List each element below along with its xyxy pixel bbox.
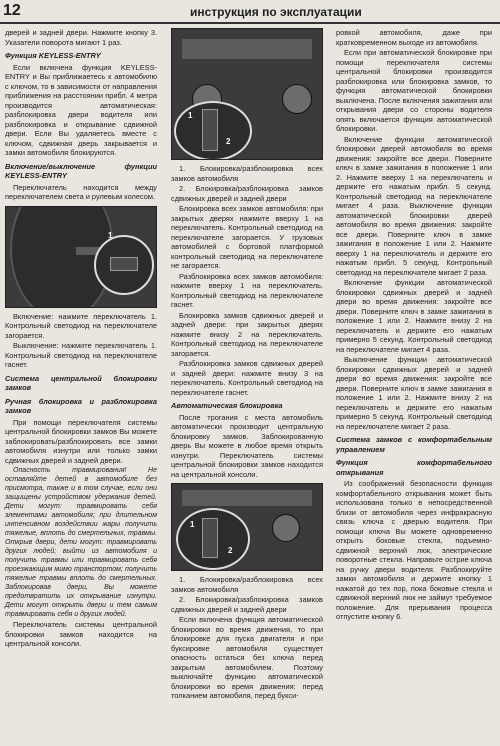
unlock-sliding-text: Разблокировка замков сдвижных дверей и задней двери: нажмите внизу 3 на переключатель. Контрольный светодиод на переключателе гаснет. [171, 359, 323, 397]
figure-label: 2 [226, 137, 231, 146]
keyless-off-text: Выключение: нажмите переключатель 1. Контрольный светодиод на переключателе гаснет. [5, 341, 157, 369]
keyless-text: Если включена функция KEYLESS-ENTRY и Вы приближаетесь к автомобилю с ключом, то в зависимости от направления приближения на расстоянии прибл. 4 метра производится автоматическая: разблокировка двери водителя или разблокировка и открывание сдвижной двери. Если Вы удаляетесь вместе с ключом, сдвижная дверь закрывается и замки автомобиля блокируются. [5, 62, 157, 157]
heading-keyless: Функция KEYLESS-ENTRY [5, 51, 101, 60]
lock-sliding-text: Блокировка замков сдвижных дверей и задней двери: при закрытых дверях нажмите внизу 2 на переключатель. Контрольный светодиод на переключателе загорается. [171, 310, 323, 358]
heading-central-locking: Система центральной блокировки замков [5, 373, 157, 392]
zoom-circle [176, 508, 250, 570]
auto-off-text: Если при автоматической блокировке при помощи переключателя системы центральной блокировки производится разблокировка или блокировка замков, то функция автоматической блокировки выключена. После включения зажигания или открывания двери со стороны водителя опять включается функция автоматической блокировки. [336, 48, 492, 133]
intro-text: дверей и задней двери. Нажмите кнопку 3. Указатели поворота мигают 1 раз. [5, 28, 157, 47]
caption-3: 1. Блокировка/разблокировка всех замков автомобиля [171, 575, 323, 594]
lock-all-text: Блокировка всех замков автомобиля: при закрытых дверях нажмите вверху 1 на переключатель. Контрольный светодиод на переключателе загорается. У грузовых автомобилей с бортовой платформой контрольный светодиод на переключателе не загорается. [171, 204, 323, 270]
caption-4: 2. Блокировка/разблокировка замков сдвижных дверей и задней двери [171, 595, 323, 614]
heading-keyless-onoff: Включение/выключение функции KEYLESS-ENTRY [5, 161, 157, 180]
figure-console-switch [171, 28, 323, 160]
keyless-onoff-text: Переключатель находится между переключателем света и рулевым колесом. [5, 182, 157, 201]
header-rule [0, 22, 500, 24]
auto-enable-all-text: Включение функции автоматической блокировки дверей автомобиля во время движения: закройте все двери. Поверните ключ в замке зажигания в положение 1 или 2. Нажмите вверху 1 на переключатель и держите его нажатым прибл. 5 секунд. Контрольный светодиод на переключателе мигает 4 раза. Выключение функции автоматической блокировки дверей автомобиля во время движения: закройте все двери. Поверните ключ в замке зажигания в положение 1 или 2. Нажмите вверху 1 на переключатель и держите его нажатым прибл. 5 секунд. Контрольный светодиод на переключателе мигает 2 раза. [336, 134, 492, 277]
page-header [0, 0, 500, 24]
manual-locking-text: При помощи переключателя системы центральной блокировки замков Вы можете заблокировать/разблокировать все замки автомобиля изнутри или только замки сдвижных дверей и задней двери. [5, 417, 157, 465]
dial-icon [282, 84, 312, 114]
column-right [336, 28, 492, 623]
figure-console-switch-2 [171, 483, 323, 571]
column-middle [171, 28, 323, 702]
keyless-on-text: Включение: нажмите переключатель 1. Контрольный светодиод на переключателе загорается. [5, 311, 157, 340]
lock-switch-icon [202, 109, 218, 151]
dial-icon [272, 514, 300, 542]
heading-comfort-open: Функция комфортабельного открывания [336, 458, 492, 477]
zoom-circle [94, 235, 154, 295]
heading-manual-locking: Ручная блокировка и разблокировка замков [5, 396, 157, 415]
lock-switch-icon [202, 518, 218, 558]
caption-2: 2. Блокировка/разблокировка замков сдвижных дверей и задней двери [171, 184, 323, 203]
figure-steering-switch [5, 206, 157, 308]
keyless-switch-icon [110, 257, 138, 271]
switch-location-text: Переключатель системы центральной блокировки замков находится на центральной консоли. [5, 620, 157, 648]
figure-label: 2 [228, 546, 233, 555]
auto-locking-text: После трогания с места автомобиль автоматически производит центральную блокировку замков. Заблокированную дверь Вы можете в любое время открыть изнутри. Переключатель системы центральной блокировки замков находится на центральной консоли. [171, 412, 323, 479]
comfort-open-text: Из соображений безопасности функция комфортабельного открывания может быть использована только в непосредственной близи от автомобиля через инфракрасную связь ключа с дверью водителя. При помощи ключа Вы можете одновременно открыть боковые стекла, подъемно-сдвижной верхний люк, электрические поворотные стекла. Направьте острие ключа на ручку двери водителя. Разблокируйте замки автомобиля и держите кнопку 1 нажатой до тех пор, пока боковые стекла и сдвижной верхний люк не займут требуемое положение. Для прерывания процесса отпустите кнопку 6. [336, 479, 492, 621]
zoom-circle [174, 101, 252, 160]
figure-label: 1 [188, 111, 193, 120]
unlock-all-text: Разблокировка всех замков автомобиля: нажмите вверху 1 на переключатель. Контрольный светодиод на переключателе гаснет. [171, 271, 323, 309]
caption-1: 1. Блокировка/разблокировка всех замков автомобиля [171, 164, 323, 183]
heading-auto-locking: Автоматическая блокировка [171, 401, 283, 410]
auto-enable-sliding-text: Включение функции автоматической блокировки сдвижных дверей и задней двери во время движения: закройте все двери. Поверните ключ в замке зажигания в положение 1 или 2. Нажмите внизу 2 на переключатель и держите его нажатым примерно 5 секунд. Контрольный светодиод на переключателе мигает 4 раза. [336, 278, 492, 354]
page-title: инструкция по эксплуатации [190, 5, 362, 19]
heading-comfort-locks: Система замков с комфортабельным управлением [336, 435, 492, 454]
column-left [5, 28, 157, 650]
figure-label: 1 [190, 520, 195, 529]
page-number: 12 [3, 2, 21, 19]
continuation-text: ровкой автомобиля, даже при кратковременном выходе из автомобиля. [336, 28, 492, 47]
warning-text: Опасность травмирования! Не оставляйте детей в автомобиле без присмотра, также и в том случае, если они защищены устройством удержания детей. Дети могут: травмировать себя элементами автомобиля; при длительном интенсивном воздействии жары получить тяжелые, вплоть до смертельных, травмы. Открыв двери, дети могут: травмировать других людей; выйти из автомобиля и получить травмы или травмировать себя проезжающим мимо транспортом; получить тяжелые травмы вплоть до смертельных. Заблокировав двери, Вы можете предотвратить их открывание изнутри. Дети могут открыть двери и тем самым травмировать себя и других людей. [5, 467, 157, 618]
figure-label: 1 [108, 230, 113, 240]
auto-disable-sliding-text: Выключение функции автоматической блокировки сдвижных дверей и задней двери во время движения: закройте все двери. Поверните ключ в замке зажигания в положение 1 или 2. Нажмите внизу 2 на переключатель и держите его нажатым примерно 5 секунд. Контрольный светодиод на переключателе мигает 2 раза. [336, 355, 492, 431]
auto-warning-text: Если включена функция автоматической блокировки во время движения, то при блокировке для пуска двигателя и при буксировке автомобиля существует опасность остаться без ключа перед закрытым автомобилем. Поэтому выключайте функцию автоматической блокировки во время движения: перед толканием автомобиля, перед букси- [171, 615, 323, 700]
